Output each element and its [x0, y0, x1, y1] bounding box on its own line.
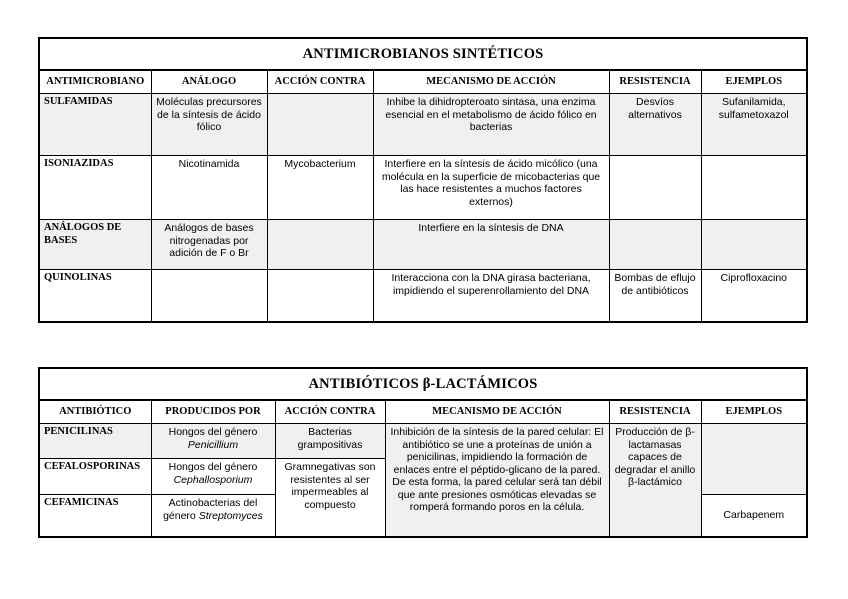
row-name: ANÁLOGOS DE BASES	[39, 220, 151, 270]
action-cell: Mycobacterium	[267, 156, 373, 220]
action-negative-cell: Gramnegativas son resistentes al ser impermeables al compuesto	[275, 459, 385, 537]
examples-cell: Sufanilamida, sulfametoxazol	[701, 94, 807, 156]
table-row	[39, 156, 807, 220]
producer-cell	[151, 424, 275, 459]
mechanism-cell: Interacciona con la DNA girasa bacteriana, impidiendo el superenrollamiento del DNA	[373, 270, 609, 322]
mechanism-cell: Interfiere en la síntesis de ácido micólico (una molécula en la superficie de micobacterias que las hace resistentes a muchos factores externos)	[373, 156, 609, 220]
mechanism-cell: Inhibe la dihidropteroato sintasa, una enzima esencial en el metabolismo de ácido fólico en bacterias	[373, 94, 609, 156]
producer-genus: Streptomyces	[198, 509, 263, 522]
producer-genus: Cephallosporium	[173, 473, 253, 486]
action-cell	[267, 220, 373, 270]
analog-cell: Análogos de bases nitrogenadas por adición de F o Br	[151, 220, 267, 270]
row-name: ISONIAZIDAS	[39, 156, 151, 220]
row-name: CEFALOSPORINAS	[39, 459, 151, 495]
table-row	[39, 94, 807, 156]
examples-cell: Ciprofloxacino	[701, 270, 807, 322]
action-cell	[267, 94, 373, 156]
column-header: ANTIMICROBIANO	[39, 70, 151, 94]
mechanism-cell: Inhibición de la síntesis de la pared celular: El antibiótico se une a proteínas de unión a penicilinas, impidiendo la formación de enlaces entre el péptido-glicano de la pared. De esta forma, la pared celular será tan débil que ante presiones osmóticas elevadas se romperá formando poros en la célula.	[385, 424, 609, 537]
column-header: ANÁLOGO	[151, 70, 267, 94]
producer-prefix: Hongos del género	[168, 461, 258, 473]
column-header: RESISTENCIA	[609, 400, 701, 424]
producer-prefix: Actinobacterias del género	[163, 497, 258, 522]
resistance-cell: Desvíos alternativos	[609, 94, 701, 156]
table-title: ANTIMICROBIANOS SINTÉTICOS	[39, 38, 807, 70]
column-header: ACCIÓN CONTRA	[275, 400, 385, 424]
synthetic-antimicrobials-table	[38, 37, 808, 323]
table-row	[39, 220, 807, 270]
analog-cell	[151, 270, 267, 322]
table-title: ANTIBIÓTICOS β-LACTÁMICOS	[39, 368, 807, 400]
producer-prefix: Hongos del género	[168, 426, 258, 438]
column-header: RESISTENCIA	[609, 70, 701, 94]
action-cell	[267, 270, 373, 322]
producer-cell	[151, 459, 275, 495]
analog-cell: Nicotinamida	[151, 156, 267, 220]
column-header: MECANISMO DE ACCIÓN	[373, 70, 609, 94]
row-name: PENICILINAS	[39, 424, 151, 459]
column-header: EJEMPLOS	[701, 400, 807, 424]
resistance-cell: Bombas de eflujo de antibióticos	[609, 270, 701, 322]
column-header: MECANISMO DE ACCIÓN	[385, 400, 609, 424]
examples-cell: Carbapenem	[701, 495, 807, 537]
resistance-cell	[609, 220, 701, 270]
examples-cell	[701, 156, 807, 220]
producer-cell	[151, 495, 275, 537]
row-name: CEFAMICINAS	[39, 495, 151, 537]
examples-cell	[701, 424, 807, 495]
column-header: EJEMPLOS	[701, 70, 807, 94]
resistance-cell: Producción de β-lactamasas capaces de degradar el anillo β-lactámico	[609, 424, 701, 537]
column-header: PRODUCIDOS POR	[151, 400, 275, 424]
analog-cell: Moléculas precursores de la síntesis de ácido fólico	[151, 94, 267, 156]
column-header: ACCIÓN CONTRA	[267, 70, 373, 94]
row-name: QUINOLINAS	[39, 270, 151, 322]
mechanism-cell: Interfiere en la síntesis de DNA	[373, 220, 609, 270]
beta-lactam-antibiotics-table	[38, 367, 808, 538]
column-header: ANTIBIÓTICO	[39, 400, 151, 424]
resistance-cell	[609, 156, 701, 220]
table-row	[39, 270, 807, 322]
table-row	[39, 424, 807, 459]
examples-cell	[701, 220, 807, 270]
producer-genus: Penicillium	[187, 438, 239, 451]
action-positive-cell: Bacterias grampositivas	[275, 424, 385, 459]
row-name: SULFAMIDAS	[39, 94, 151, 156]
